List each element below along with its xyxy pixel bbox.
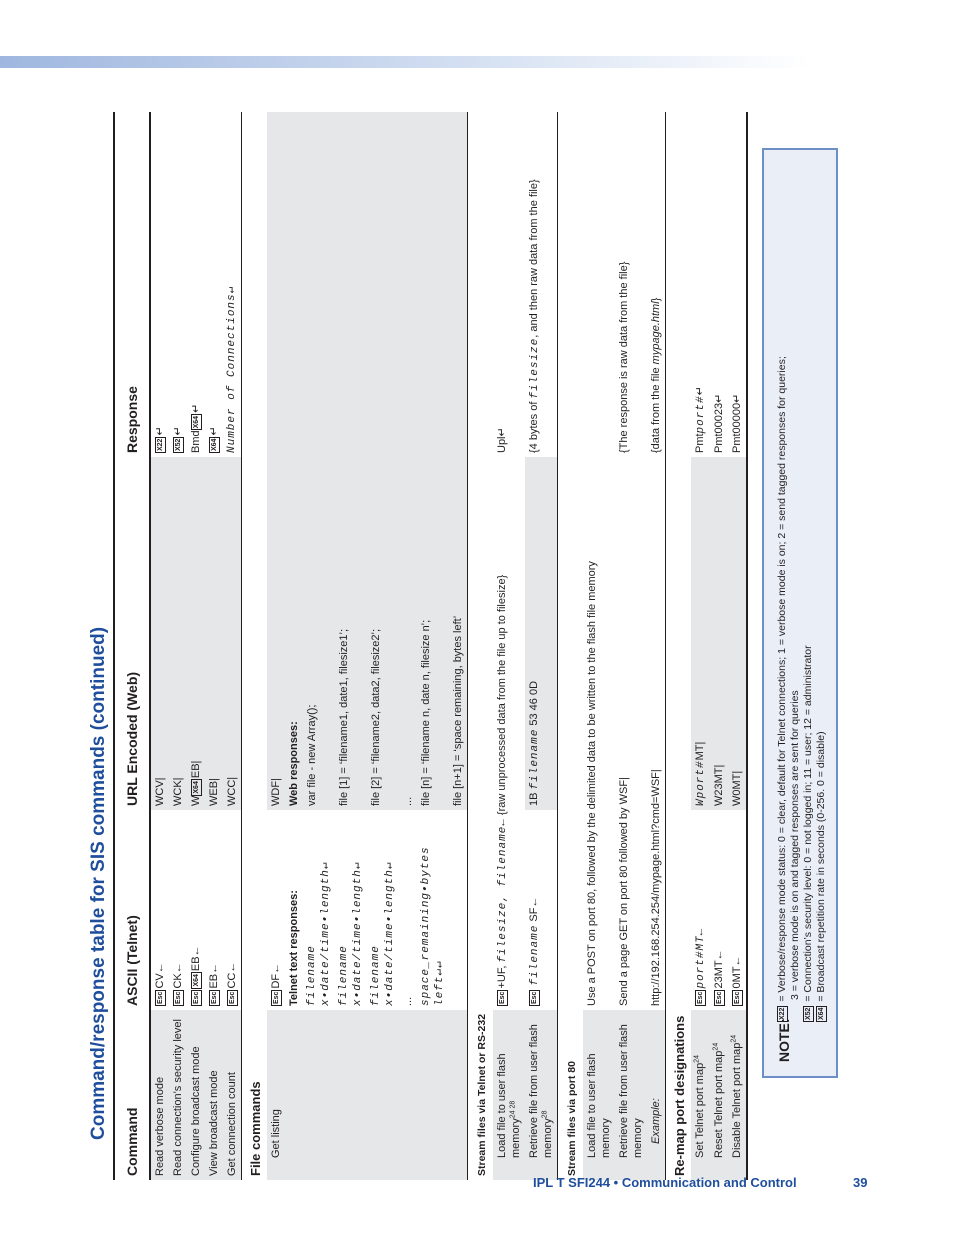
header-response: Response bbox=[114, 112, 150, 457]
cell-command bbox=[285, 1010, 303, 1180]
section-header bbox=[468, 112, 494, 1180]
table-row bbox=[187, 112, 205, 1180]
cell-response: Upl↵ bbox=[496, 427, 508, 453]
web-line: ... bbox=[399, 457, 417, 810]
top-gradient-bar bbox=[0, 56, 954, 68]
footer-text: IPL T SFI244 • Communication and Control bbox=[533, 1175, 797, 1190]
cell-url: WCK| bbox=[169, 457, 187, 810]
cell-command: Load file to user flash memory bbox=[583, 1010, 615, 1180]
cell-ascii: EscCC← bbox=[226, 961, 238, 1004]
cell-url: WCC| bbox=[223, 457, 242, 810]
cell-response bbox=[267, 112, 285, 457]
cell-command: Retrieve file from user flash memory$^{28}$ bbox=[525, 1010, 558, 1180]
web-responses-label: Web responses: bbox=[285, 457, 303, 810]
cell-description: Use a POST on port 80, followed by the delimited data to be written to the flash file memory bbox=[586, 561, 598, 1006]
cell-command: Disable Telnet port map$^{24}$ bbox=[728, 1010, 747, 1180]
table-row bbox=[647, 112, 666, 1180]
cell-response: Pmt00000↵ bbox=[728, 112, 747, 457]
esc-key-icon: Esc bbox=[193, 991, 200, 1004]
example-url: http://192.168.254.254/mypage.html?cmd=WSF| bbox=[650, 769, 662, 1006]
x22-key-icon: X22 bbox=[157, 438, 164, 451]
cell-command: View broadcast mode bbox=[205, 1010, 223, 1180]
web-line: file [n] = ‘filename n, date n, filesize n’; bbox=[417, 457, 449, 810]
note-text bbox=[776, 162, 828, 1022]
esc-key-icon: Esc bbox=[211, 991, 218, 1004]
cell-ascii: EscCK← bbox=[172, 962, 184, 1004]
command-table-container bbox=[113, 112, 743, 1180]
section-stream-telnet: Stream files via Telnet or RS-232 bbox=[468, 112, 494, 1180]
cell-ascii: Esc+UF, filesize, filename← {raw unprocessed data from the file up to filesize} bbox=[496, 574, 509, 1004]
cell-ascii: EscCV← bbox=[154, 962, 166, 1004]
cell-response: X22↵ bbox=[154, 426, 166, 451]
table-row bbox=[285, 112, 303, 1180]
cell-response: Number of Connections↵ bbox=[226, 285, 238, 453]
table-row bbox=[169, 112, 187, 1180]
cell-ascii: Escport#MT← bbox=[695, 927, 707, 1004]
section-file-commands: File commands bbox=[242, 112, 268, 1180]
cell-description: Send a page GET on port 80 followed by WSF| bbox=[618, 777, 630, 1006]
web-line: file [n+1] = ‘space remaining, bytes left’ bbox=[449, 457, 468, 810]
table-row bbox=[583, 112, 615, 1180]
web-line: file [1] = ‘filename1, date1, filesize1’; bbox=[335, 457, 367, 810]
table-row bbox=[205, 112, 223, 1180]
note-box bbox=[762, 148, 838, 1078]
note-label: NOTE: bbox=[776, 1018, 792, 1062]
cell-response: X64↵ bbox=[208, 426, 220, 451]
x52-key-icon: X52 bbox=[805, 1007, 812, 1020]
cell-ascii: Esc filename SF← bbox=[528, 896, 541, 1004]
table-row bbox=[335, 112, 367, 1180]
esc-key-icon: Esc bbox=[531, 991, 538, 1004]
x22-key-icon: X22 bbox=[779, 1007, 786, 1020]
page-footer bbox=[0, 1175, 954, 1195]
esc-key-icon: Esc bbox=[716, 991, 723, 1004]
table-row bbox=[267, 112, 285, 1180]
cell-response: {The response is raw data from the file} bbox=[618, 261, 630, 453]
page-number: 39 bbox=[853, 1175, 868, 1190]
telnet-line: filename x•date/time•length↵ bbox=[370, 861, 396, 1006]
table-row bbox=[223, 112, 242, 1180]
cell-ascii: Esc0MT← bbox=[728, 810, 747, 1010]
note-line: 3 = verbose mode is on and tagged responses are sent for queries bbox=[789, 690, 801, 1000]
x52-key-icon: X52 bbox=[175, 438, 182, 451]
table-row bbox=[691, 112, 710, 1180]
cell-ascii: EscX64EB← bbox=[190, 945, 202, 1004]
esc-key-icon: Esc bbox=[273, 991, 280, 1004]
cell-response bbox=[285, 112, 303, 457]
telnet-line: ... bbox=[402, 996, 414, 1006]
cell-ascii: Esc23MT← bbox=[713, 949, 725, 1004]
cell-command: Get listing bbox=[267, 1010, 285, 1180]
telnet-line: space_remaining•bytes left↵↵ bbox=[420, 846, 446, 1006]
header-command: Command bbox=[114, 1010, 150, 1180]
section-header bbox=[666, 112, 692, 1180]
header-url: URL Encoded (Web) bbox=[114, 457, 150, 810]
cell-url: Wport#MT| bbox=[691, 457, 710, 810]
x64-key-icon: X64 bbox=[193, 974, 200, 987]
esc-key-icon: Esc bbox=[175, 991, 182, 1004]
table-row bbox=[303, 112, 335, 1180]
example-label: Example: bbox=[647, 1010, 666, 1180]
web-line: var file - new Array(); bbox=[303, 457, 335, 810]
esc-key-icon: Esc bbox=[229, 991, 236, 1004]
cell-command: Read verbose mode bbox=[150, 1010, 169, 1180]
esc-key-icon: Esc bbox=[697, 991, 704, 1004]
cell-command: Load file to user flash memory$^{24 28}$ bbox=[493, 1010, 525, 1180]
x64-key-icon: X64 bbox=[193, 415, 200, 429]
cell-command: Configure broadcast mode bbox=[187, 1010, 205, 1180]
cell-response: X52↵ bbox=[172, 426, 184, 451]
cell-ascii: EscDF← bbox=[270, 962, 282, 1004]
telnet-line: filename x•date/time•length↵ bbox=[306, 861, 332, 1006]
example-response: {data from the file mypage.html} bbox=[650, 297, 662, 453]
cell-url: W0MT| bbox=[728, 457, 747, 810]
telnet-line: filename x•date/time•length↵ bbox=[338, 861, 364, 1006]
cell-command: Set Telnet port map$^{24}$ bbox=[691, 1010, 710, 1180]
table-row bbox=[710, 112, 728, 1180]
section-header bbox=[242, 112, 268, 1180]
table-row bbox=[367, 112, 399, 1180]
page-title: Command/response table for SIS commands (continued) bbox=[88, 626, 109, 1140]
cell-response: {4 bytes of filesize, and then raw data from the file} bbox=[528, 179, 541, 453]
command-table bbox=[113, 112, 748, 1180]
web-line: file [2] = ‘filename2, data2, filesize2’; bbox=[367, 457, 399, 810]
table-row bbox=[728, 112, 747, 1180]
table-row bbox=[449, 112, 468, 1180]
cell-ascii: EscEB← bbox=[208, 962, 220, 1004]
section-stream-port80: Stream files via port 80 bbox=[558, 112, 584, 1180]
table-row bbox=[525, 112, 558, 1180]
table-row bbox=[399, 112, 417, 1180]
cell-url: W23MT| bbox=[710, 457, 728, 810]
cell-url: WDF| bbox=[267, 457, 285, 810]
table-row bbox=[493, 112, 525, 1180]
section-remap: Re-map port designations bbox=[666, 112, 692, 1180]
cell-response: Pmt00023↵ bbox=[713, 393, 725, 453]
note-line: X64 = Broadcast repetition rate in seconds (0-256. 0 = disable) bbox=[815, 731, 827, 1020]
table-row bbox=[417, 112, 449, 1180]
cell-command: Get connection count bbox=[223, 1010, 242, 1180]
x64-key-icon: X64 bbox=[818, 1007, 825, 1020]
section-header bbox=[558, 112, 584, 1180]
esc-key-icon: Esc bbox=[499, 991, 506, 1004]
table-row bbox=[615, 112, 647, 1180]
cell-response: BmdX64↵ bbox=[190, 403, 202, 453]
cell-command: Read connection’s security level bbox=[169, 1010, 187, 1180]
esc-key-icon: Esc bbox=[157, 991, 164, 1004]
cell-url: WCV| bbox=[150, 457, 169, 810]
x64-key-icon: X64 bbox=[193, 781, 200, 794]
telnet-responses-label: Telnet text responses: bbox=[288, 890, 300, 1006]
cell-url: WEB| bbox=[205, 457, 223, 810]
esc-key-icon: Esc bbox=[734, 991, 741, 1004]
table-row bbox=[150, 112, 169, 1180]
cell-url: WX64EB| bbox=[187, 457, 205, 810]
header-ascii: ASCII (Telnet) bbox=[114, 810, 150, 1010]
cell-command: Reset Telnet port map$^{24}$ bbox=[710, 1010, 728, 1180]
cell-url: 1B filename 53 46 0D bbox=[525, 457, 558, 810]
table-header bbox=[114, 112, 150, 1180]
cell-response: Pmtport#↵ bbox=[694, 386, 707, 453]
x64-key-icon: X64 bbox=[211, 438, 218, 451]
note-line: X52 = Connection’s security level: 0 = not logged in; 11 = user; 12 = administrator bbox=[802, 645, 814, 1020]
cell-command: Retrieve file from user flash memory bbox=[615, 1010, 647, 1180]
note-line: X22 = Verbose/response mode status: 0 = clear, default for Telnet connections; 1 = verbose mode is on; 2 = send tagged responses for queries; bbox=[776, 356, 788, 1020]
